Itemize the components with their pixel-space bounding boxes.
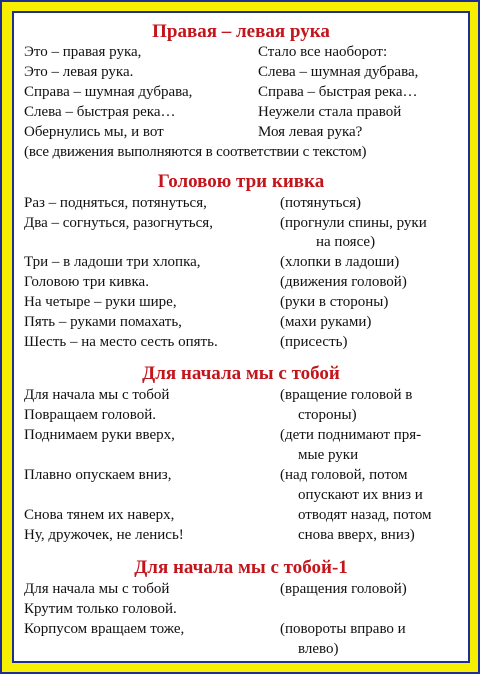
section-title: Для начала мы с тобой-1 bbox=[134, 557, 348, 578]
verse-line: Это – правая рука, bbox=[24, 44, 142, 60]
verse-line: Поднимаем руки вверх, bbox=[24, 427, 175, 443]
action-note: (потянуться) bbox=[280, 195, 362, 211]
verse-line: Повращаем головой. bbox=[24, 407, 157, 423]
verse-line: Слева – шумная дубрава, bbox=[258, 64, 419, 80]
action-note: (дети поднимают пря- bbox=[280, 427, 422, 443]
verse-line: Слева – быстрая река… bbox=[24, 104, 176, 120]
document-sheet bbox=[12, 11, 470, 663]
verse-line: Ну, дружочек, не ленись! bbox=[24, 527, 184, 543]
action-note: (вращение головой в bbox=[280, 387, 413, 403]
verse-line: Справа – шумная дубрава, bbox=[24, 84, 193, 100]
verse-line: Стало все наоборот: bbox=[258, 44, 388, 60]
action-note: (над головой, потом bbox=[280, 467, 408, 483]
action-note: (присесть) bbox=[280, 334, 348, 350]
action-note: влево) bbox=[298, 641, 339, 657]
section-title: Для начала мы с тобой bbox=[142, 363, 340, 384]
verse-line: Моя левая рука? bbox=[258, 124, 363, 140]
verse-line: Обернулись мы, и вот bbox=[24, 124, 164, 140]
verse-line: Снова тянем их наверх, bbox=[24, 507, 175, 523]
action-note: (махи руками) bbox=[280, 314, 372, 330]
verse-line: Корпусом вращаем тоже, bbox=[24, 621, 185, 637]
action-note: (движения головой) bbox=[280, 274, 407, 290]
verse-line: Неужели стала правой bbox=[258, 104, 402, 120]
verse-line: Раз – подняться, потянуться, bbox=[24, 195, 207, 211]
verse-line: Для начала мы с тобой bbox=[24, 387, 170, 403]
action-note: (руки в стороны) bbox=[280, 294, 389, 310]
action-note: (прогнули спины, руки bbox=[280, 215, 427, 231]
action-note: стороны) bbox=[298, 407, 357, 423]
verse-line: Плавно опускаем вниз, bbox=[24, 467, 172, 483]
verse-line: Пять – руками помахать, bbox=[24, 314, 182, 330]
verse-line: Головою три кивка. bbox=[24, 274, 149, 290]
verse-line: Два – согнуться, разогнуться, bbox=[24, 215, 213, 231]
action-note: (повороты вправо и bbox=[280, 621, 406, 637]
verse-line: Шесть – на место сесть опять. bbox=[24, 334, 218, 350]
verse-line: Это – левая рука. bbox=[24, 64, 134, 80]
action-note: на поясе) bbox=[316, 234, 376, 250]
action-note: (вращения головой) bbox=[280, 581, 407, 597]
action-note: мые руки bbox=[298, 447, 359, 463]
action-note: опускают их вниз и bbox=[298, 487, 423, 503]
instruction-note: (все движения выполняются в соответствии с текстом) bbox=[24, 144, 367, 160]
action-note: снова вверх, вниз) bbox=[298, 527, 415, 543]
section-title: Правая – левая рука bbox=[152, 21, 330, 42]
section-title: Головою три кивка bbox=[157, 171, 325, 192]
action-note: отводят назад, потом bbox=[298, 507, 432, 523]
verse-line: Крутим только головой. bbox=[24, 601, 177, 617]
verse-line: На четыре – руки шире, bbox=[24, 294, 177, 310]
verse-line: Три – в ладоши три хлопка, bbox=[24, 254, 201, 270]
action-note: (хлопки в ладоши) bbox=[280, 254, 400, 270]
verse-line: Справа – быстрая река… bbox=[258, 84, 418, 100]
verse-line: Для начала мы с тобой bbox=[24, 581, 170, 597]
